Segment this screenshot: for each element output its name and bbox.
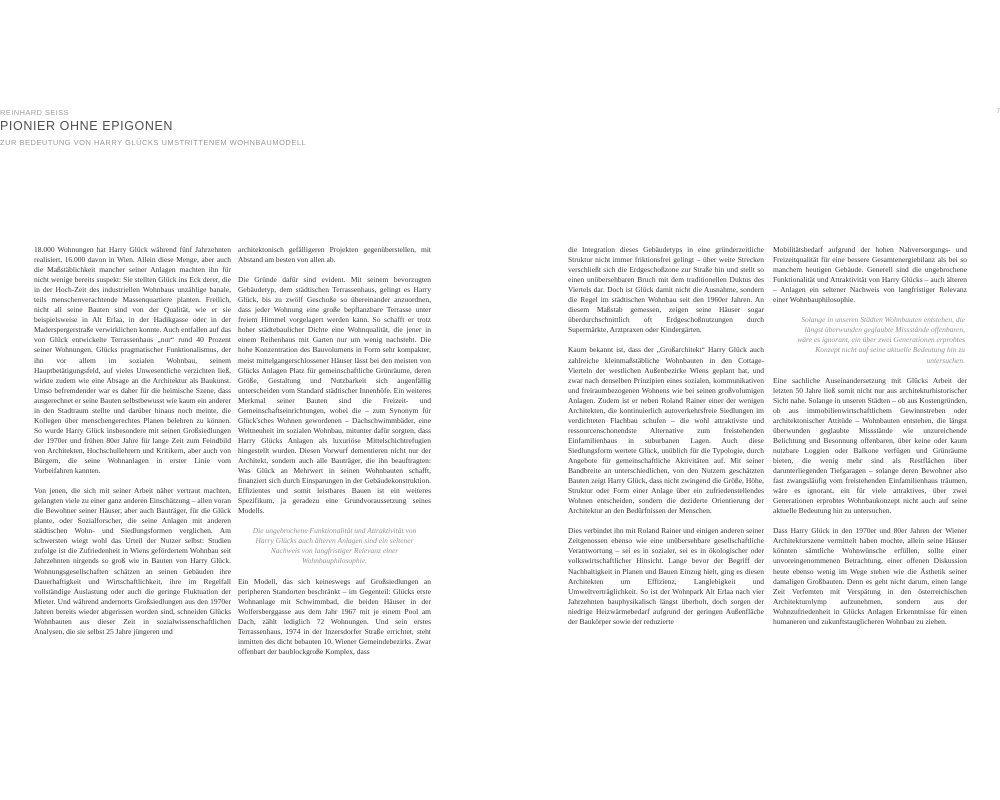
text-column-4: [773, 245, 967, 627]
text-column-3: [568, 245, 764, 627]
text-column-1: [34, 245, 231, 637]
pull-quote: Solange in unseren Städten Wohnbauten entstehen, die längst überwunden geglaubte Missstände offenbaren, wäre es ignorant, ein über zwei Generationen erprobtes Konzept nicht auf seine aktuelle Bedeutung hin zu untersuchen.: [797, 315, 965, 365]
paragraph: Von jenen, die sich mit seiner Arbeit näher vertraut machten, gelangten viele zu einer ganz anderen Einschätzung – allen voran die Bewohner seiner Häuser, aber auch Bauträger, für die Glück plante, oder Sozialforscher, die seine Anlagen mit anderen städtischen Wohn- und Siedlungsformen verglichen. Am schwersten wiegt wohl das Urteil der Nutzer selbst: Studien zufolge ist die Zufriedenheit in Wiens gefördertem Wohnbau seit Jahrzehnten nirgends so groß wie in Bauten von Harry Glück. Wohnungsgesellschaften schätzen an seinen Gebäuden ihre Dauerhaftigkeit und Wirtschaftlichkeit, ihre im Regelfall vollständige Auslastung oder auch die geringe Fluktuation der Mieter. Und während andernorts Großsiedlungen aus den 1970er Jahren bereits wieder abgerissen worden sind, schneiden Glücks Wohnbauten aus dieser Zeit in sozialwissenschaftlichen Analysen, die sie selbst 25 Jahre jüngeren und: [34, 486, 231, 636]
paragraph: Ein Modell, das sich keineswegs auf Großsiedlungen an peripheren Standorten beschränkt – im Gegenteil: Glücks erste Wohnanlage mit Schwimmbad, die beiden Häuser in der Wolfersberggasse aus dem Jahr 1967 mit je einem Pool am Dach, zählt lediglich 72 Wohnungen. Und sein erstes Terrassenhaus, 1974 in der Inzersdorfer Straße errichtet, steht inmitten des dicht bebauten 10. Wiener Gemeindebezirks. Zwar offenbart der baublockgroße Komplex, dass: [238, 576, 431, 656]
page-number: 7: [996, 108, 1000, 115]
paragraph: die Integration dieses Gebäudetyps in eine gründerzeitliche Struktur nicht immer friktionsfrei gelingt – über weite Strecken verschließt sich die Erdgeschoßzone zur Straße hin und stellt so einen unübersehbaren Bruch mit dem traditionellen Duktus des Viertels dar. Doch ist Glück damit nicht die Ausnahme, sondern die Regel im städtischen Wohnbau seit den 1960er Jahren. An diesem Maßstab gemessen, zeigen seine Häuser sogar überdurchschnittlich oft Erdgeschoßnutzungen durch Supermärkte, Arztpraxen oder Kindergärten.: [568, 245, 764, 335]
paragraph: Kaum bekannt ist, dass der „Großarchitekt“ Harry Glück auch zahlreiche kleinmaßstäbliche Wohnbauten in den Cottage-Vierteln der westlichen Außenbezirke Wiens geplant hat, und zwar nach denselben Prinzipien eines sozialen, kommunikativen und freiraumbezogenen Wohnens wie bei seinen großvolumigen Anlagen. Zudem ist er neben Roland Rainer einer der wenigen Architekten, die kontinuierlich autoverkehrsfreie Siedlungen im verdichteten Flachbau schufen – die wohl attraktivste und ressourcenschonendste Alternative zum freistehenden Einfamilienhaus in suburbanen Lagen. Auch diese Siedlungsform wertete Glück, unüblich für die Typologie, durch Angebote für gemeinschaftliche Aktivitäten auf. Mit seiner Bandbreite an unterschiedlichen, von den Nutzern geschätzten Bauten zeigt Harry Glück, dass nicht zwingend die Größe, Höhe, Struktur oder Form einer Anlage über ein zufriedenstellendes Wohnen entscheiden, sondern die deziderte Orientierung der Architektur an den Bedürfnissen der Menschen.: [568, 345, 764, 516]
paragraph: Dass Harry Glück in den 1970er und 80er Jahren der Wiener Architekturszene vermittelt haben mochte, allein seine Häuser könnten sämtliche Wohnwünsche erfüllen, sollte einer unvoreingenommenen Betrachtung, einer offenen Diskussion heute ebenso wenig im Wege stehen wie die Ästhetik seiner damaligen Großbauten. Denn es geht nicht darum, einen lange Zeit Verfemten mit Verspätung in den österreichischen Architekturolymp aufzunehmen, sondern aus der Wohnzufriedenheit in Glücks Anlagen Erkenntnisse für einen humaneren und zukunftstauglicheren Wohnbau zu ziehen.: [773, 526, 967, 626]
pull-quote: Die ungebrochene Funktionalität und Attraktivität von Harry Glücks auch älteren Anlagen sind ein seltener Nachweis von langfristiger Relevanz einer Wohnbauphilosophie.: [252, 526, 417, 566]
paragraph: Dies verbindet ihn mit Roland Rainer und einigen anderen seiner Zeitgenossen ebenso wie eine unübersehbare gesellschaftliche Verantwortung – sei es in sozialer, sei es in ökologischer oder volkswirtschaftlicher Hinsicht. Lange bevor der Begriff der Nachhaltigkeit in Planen und Bauen Einzug hielt, ging es diesen Architekten um Effizienz, Langlebigkeit und Umweltverträglichkeit. So ist der Wohnpark Alt Erlaa nach vier Jahrzehnten bauphysikalisch längst überholt, doch sorgen der niedrige Heizwärmebedarf aufgrund der geringen Außenfläche der Baukörper sowie der reduzierte: [568, 526, 764, 626]
paragraph: Eine sachliche Auseinandersetzung mit Glücks Arbeit der letzten 50 Jahre ließ somit nicht nur aus architekturhistorischer Sicht nahe. Solange in unseren Städten – ob aus Kostengründen, ob aus immobilienwirtschaftlichem Gewinnstreben oder architektonischer Attitüde – Wohnbauten entstehen, die längst überwunden geglaubte Missstände wie unzureichende Belichtung und Besonnung offenbaren, über keine oder kaum nutzbare Loggien oder Balkone verfügen und Grünräume bieten, die wenig mehr sind als Restflächen über darunterliegenden Tiefgaragen – solange deren Bewohner also fast zwangsläufig vom freistehenden Einfamilienhaus träumen, wäre es ignorant, ein für viele attraktives, über zwei Generationen erprobtes Wohnbaukonzept nicht auch auf seine aktuelle Bedeutung hin zu untersuchen.: [773, 375, 967, 516]
text-column-2: [238, 245, 431, 657]
paragraph: 18.000 Wohnungen hat Harry Glück während fünf Jahrzehnten realisiert, 16.000 davon in Wien. Allein diese Menge, aber auch die Maßstäblichkeit mancher seiner Anlagen machten ihn für nicht wenige bereits suspekt: Sie stellten Glück ins Eck derer, die in der Hoch-Zeit des industriellen Wohnbaus unzählige banale, teils menschenverachtende Massenquartiere planten. Freilich, nicht all seine Bauten sind von der Qualität, wie er sie beispielsweise in Alt Erlaa, in der Hadikgasse oder in der Maderspergerstraße verwirklichen konnte. Auch entfallen auf das von Glück entwickelte Terrassenhaus „nur“ rund 40 Prozent seiner Wohnungen. Glücks pragmatischer Funktionalismus, der ihn vor allem im sozialen Wohnbau, seinem Hauptbetätigungsfeld, auf vieles Unwesentliche verzichten ließ, wirkte zudem wie eine Absage an die Architektur als Baukunst. Umso befremdender war es daher für die heimische Szene, dass ausgerechnet er seine Bauten selbstbewusst wie kaum ein anderer in den Stadtraum stellte und darüber hinaus noch meinte, die Kollegen über menschengerechtes Planen belehren zu können. So wurde Harry Glück insbesondere mit seinen Großsiedlungen der 1970er und frühen 80er Jahre für lange Zeit zum Feindbild von Architekten, Hochschullehrern und Kritikern, aber auch von Bürgern, die seine Wohnanlagen in erster Linie vom Vorbeifahren kannten.: [34, 245, 232, 476]
paragraph: Mobilitätsbedarf aufgrund der hohen Nahversorgungs- und Freizeitqualität für eine bessere Gesamtenergiebilanz als bei so manchem heutigen Gebäude. Generell sind die ungebrochene Funktionalität und Attraktivität von Harry Glücks – auch älteren – Anlagen ein seltener Nachweis von langfristiger Relevanz einer Wohnbauphilosophie.: [773, 245, 967, 305]
article-subtitle: ZUR BEDEUTUNG VON HARRY GLÜCKS UMSTRITTENEM WOHNBAUMODELL: [0, 138, 307, 147]
paragraph: architektonisch gefälligeren Projekten gegenüberstellen, mit Abstand am besten von allen ab.: [238, 245, 431, 265]
article-title: PIONIER OHNE EPIGONEN: [0, 119, 174, 133]
author-name: REINHARD SEISS: [0, 108, 69, 117]
paragraph: Die Gründe dafür sind evident. Mit seinem bevorzugten Gebäudetyp, dem städtischen Terrassenhaus, gelingt es Harry Glück, bis zu zwölf Geschoße so übereinander anzuordnen, dass jeder Wohnung eine große bepflanzbare Terrasse unter freiem Himmel vorgelagert werden kann. So schafft er trotz hoher städtebaulicher Dichte eine Wohnqualität, die jener in einem Reihenhaus mit Garten nur um wenig nachsteht. Die hohe Konzentration des Bauvolumens in Form sehr kompakter, meist mittelgangerschlossener Häuser lässt bei den meisten von Glücks Anlagen Platz für gemeinschaftliche Grünräume, deren Größe, Gestaltung und Nutzbarkeit sich augenfällig unterscheiden vom Standard städtischer Innenhöfe. Ein weiteres Merkmal seiner Bauten sind die Freizeit- und Gemeinschaftseinrichtungen, wobei die – zum Synonym für Glück'sches Wohnen gewordenen – Dachschwimmbäder, eine Weltneuheit im sozialen Wohnbau, mitunter dafür sorgten, dass Harry Glücks Anlagen als luxuriöse Mittelschichtrefugien hingestellt wurden. Diesen Vorwurf dementieren nicht nur der Architekt, sondern auch alle Bauträger, die ihn beauftragten: Was Glück an Mehrwert in seinen Wohnbauten schafft, finanziert sich durch Einsparungen in der Gebäudekonstruktion. Effizientes und somit leistbares Bauen ist ein weiteres Spezifikum, ja geradezu eine Grundvoraussetzung seines Modells.: [238, 275, 431, 516]
